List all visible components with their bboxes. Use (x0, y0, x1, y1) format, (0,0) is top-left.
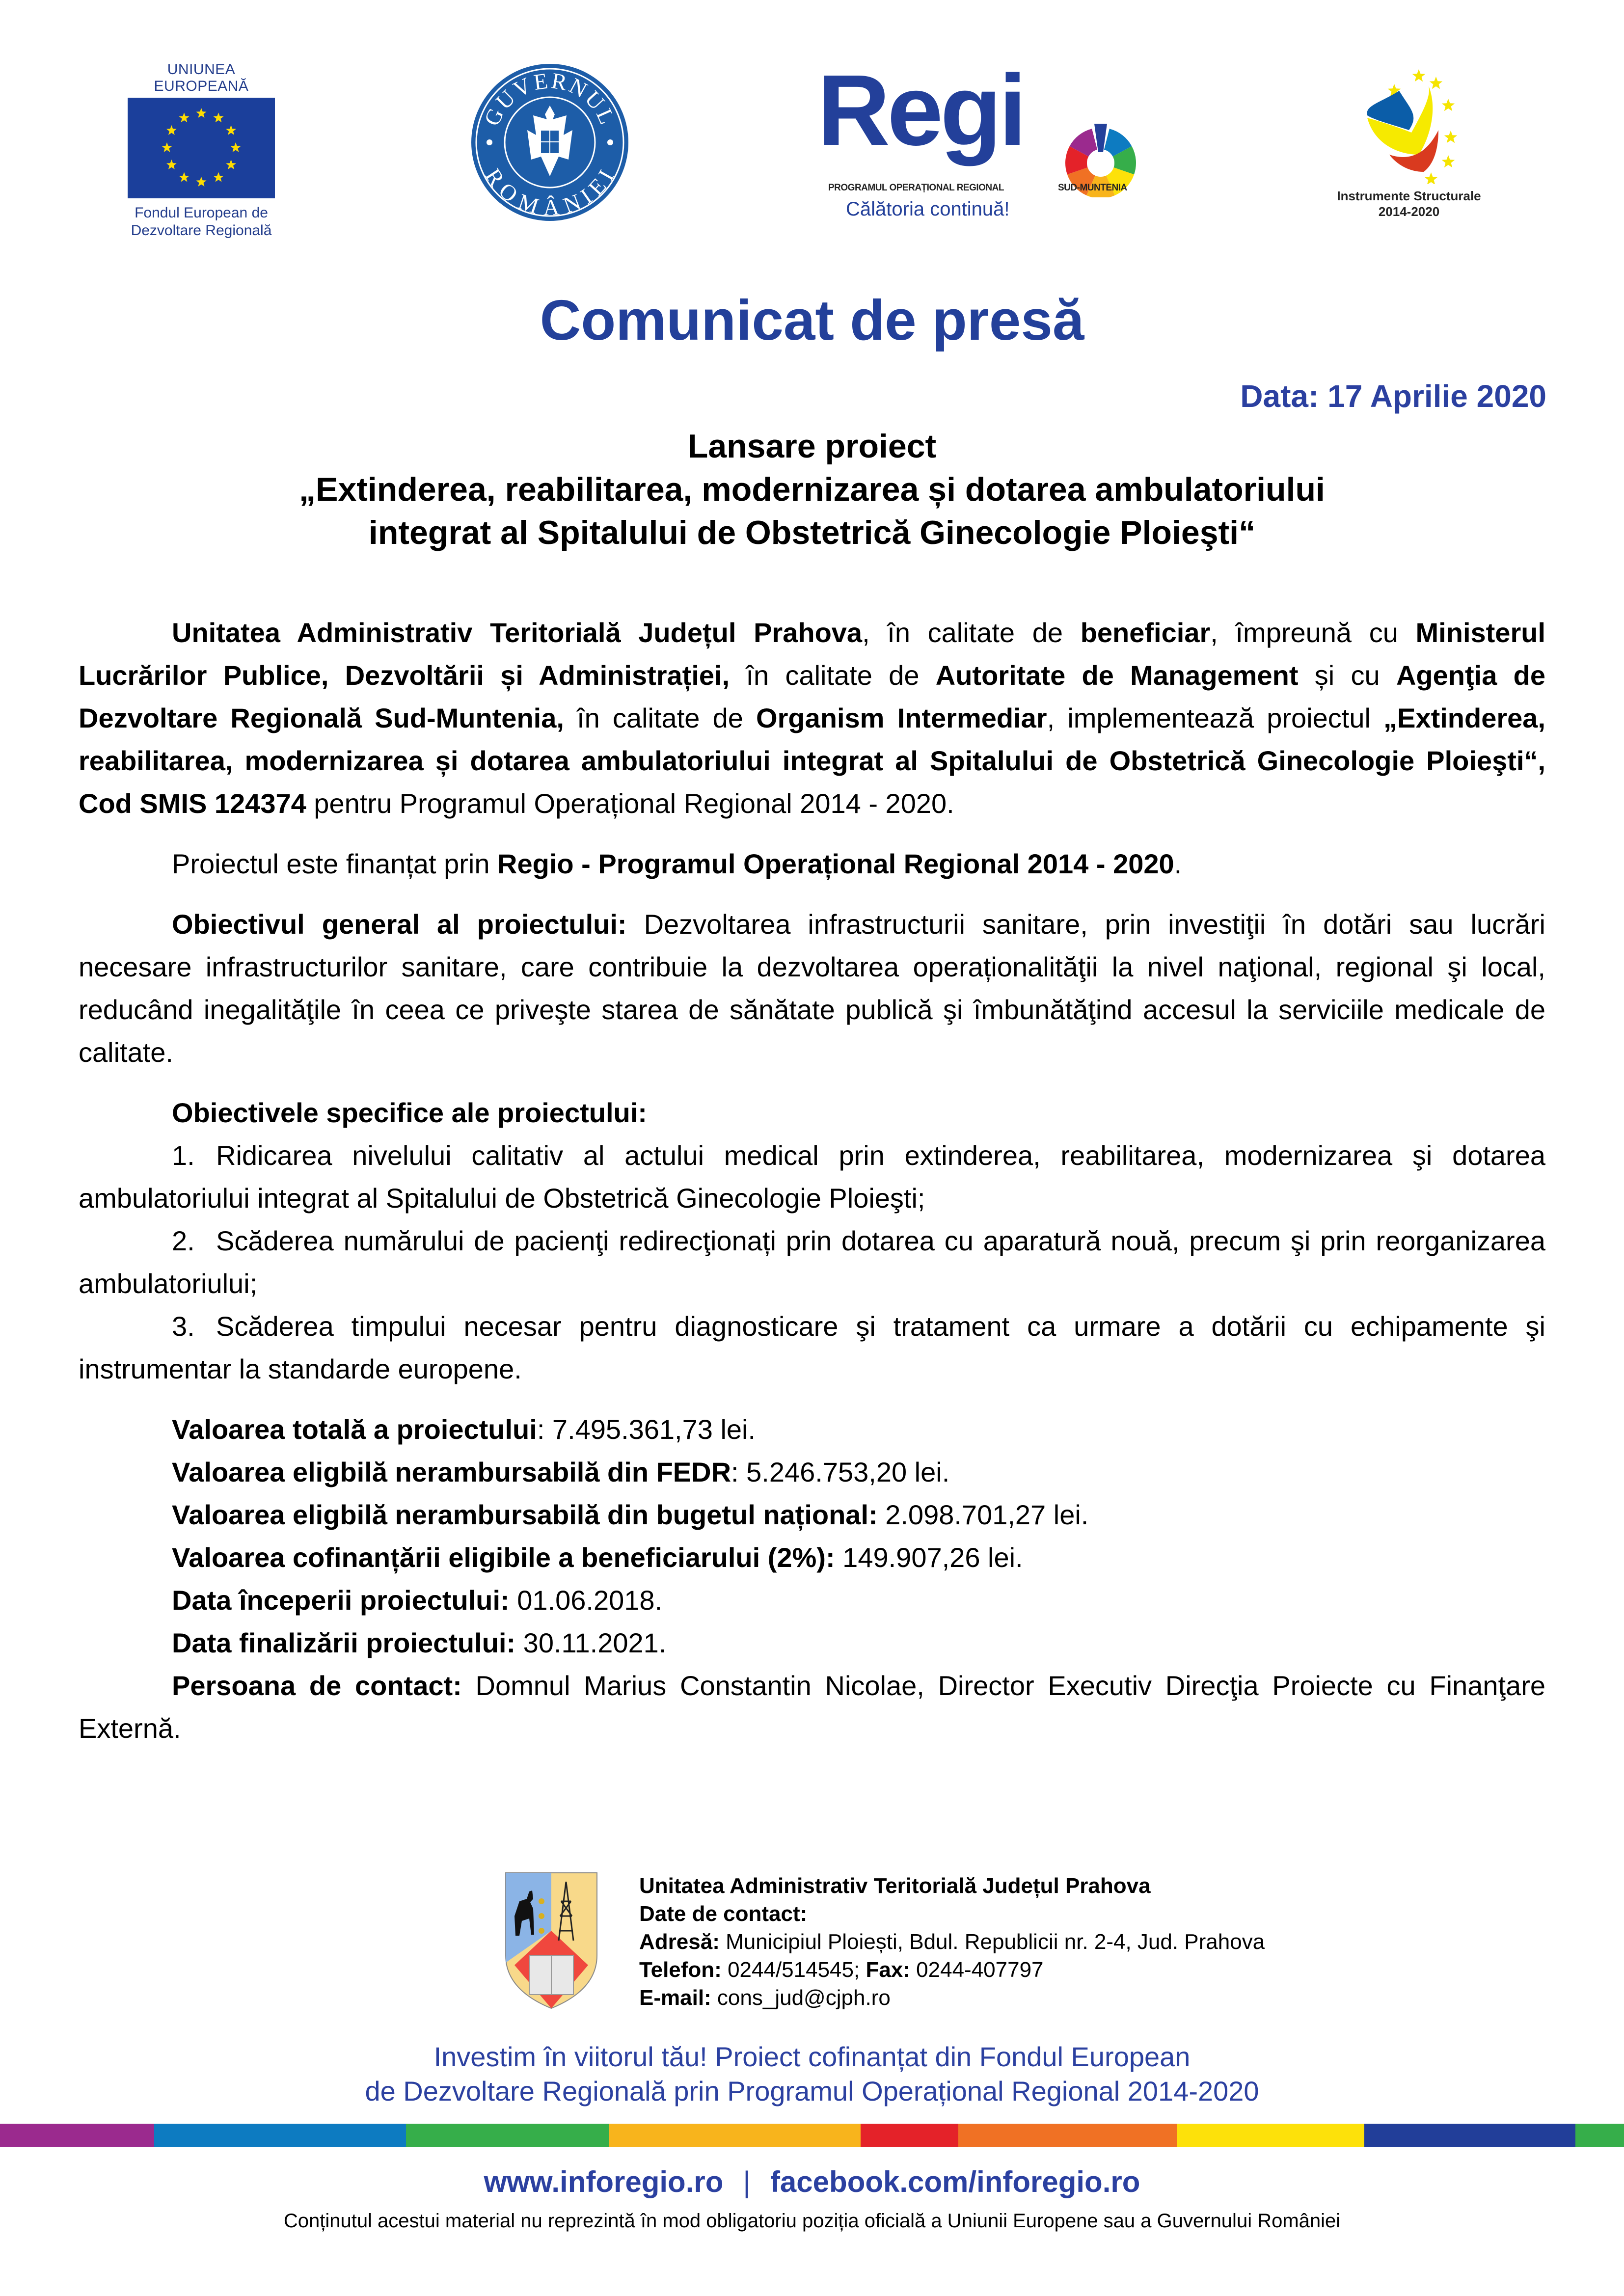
stripe-segment (958, 2124, 1178, 2147)
eu-star-icon (196, 108, 207, 118)
eu-subtitle-line1: Fondul European de (135, 205, 268, 221)
structural-instruments-emblem-icon (1326, 56, 1492, 184)
fact-label: Valoarea totală a proiectului (172, 1414, 537, 1445)
financing-text: Proiectul este finanțat prin (172, 848, 498, 879)
is-star-icon (1412, 69, 1426, 81)
color-stripe (0, 2124, 1624, 2147)
email-value[interactable]: cons_jud@cjph.ro (711, 1986, 891, 2010)
project-subtitle (0, 425, 1624, 554)
instrumente-structurale-text (1326, 188, 1492, 219)
stripe-segment (406, 2124, 609, 2147)
fact-value: : 7.495.361,73 lei. (537, 1414, 756, 1445)
press-release-body (79, 611, 1545, 1750)
intro-bold: Organism Intermediar (756, 702, 1047, 733)
gov-top-text: GUVERNUL (479, 68, 621, 130)
eu-star-icon (166, 125, 177, 135)
eu-logo-subtitle (120, 204, 282, 240)
stripe-segment (154, 2124, 406, 2147)
objective-item (79, 1134, 1545, 1219)
fact-value: 2.098.701,27 lei. (877, 1499, 1089, 1530)
contact-email (639, 1984, 1265, 2012)
slogan-line1: Investim în viitorul tău! Proiect cofinanțat din Fondul European (433, 2041, 1191, 2072)
ministry-name: Ministerul Lucrărilor Publice, Dezvoltării și Administrației, (79, 617, 1545, 691)
general-objective-paragraph (79, 903, 1545, 1074)
is-line2: 2014-2020 (1378, 204, 1440, 219)
subtitle-line3: integrat al Spitalului de Obstetrică Ginecologie Ploieşti“ (368, 514, 1256, 551)
eu-star-icon (226, 125, 236, 135)
regio-region-text: SUD-MUNTENIA (1058, 183, 1127, 193)
fact-fedr-value (79, 1451, 1545, 1493)
intro-bold: Autoritate de Management (935, 660, 1299, 691)
subtitle-line1: Lansare proiect (687, 428, 937, 465)
contact-address (639, 1928, 1265, 1956)
objective-number: 3. (172, 1311, 195, 1342)
objective-number: 1. (172, 1140, 195, 1171)
agency-name: Agenţia de Dezvoltare Regională Sud-Muntenia, (79, 660, 1545, 733)
objective-text: Ridicarea nivelului calitativ al actului medical prin extinderea, reabilitarea, modernizarea şi dotarea ambulatoriului integrat al Spitalului de Obstetrică Ginecologie Ploieşti; (79, 1140, 1545, 1214)
stripe-segment (1177, 2124, 1364, 2147)
eu-logo-title: UNIUNEA EUROPEANĂ (154, 61, 249, 94)
general-objective-label: Obiectivul general al proiectului: (172, 909, 627, 940)
slogan-line2: de Dezvoltare Regională prin Programul Operațional Regional 2014-2020 (365, 2076, 1259, 2107)
stripe-segment (861, 2124, 958, 2147)
intro-text: și cu (1298, 660, 1396, 691)
address-label: Adresă: (639, 1930, 720, 1954)
is-star-icon (1444, 131, 1458, 143)
eu-flag-icon (128, 98, 275, 198)
regio-program-text: PROGRAMUL OPERAȚIONAL REGIONAL (828, 183, 1004, 193)
disclaimer: Conținutul acestui material nu reprezintă în mod obligatoriu poziția oficială a Uniunii Europene sau a Guvernului României (283, 2210, 1341, 2232)
is-line1: Instrumente Structurale (1337, 189, 1481, 203)
objective-item (79, 1305, 1545, 1390)
financing-paragraph (79, 842, 1545, 885)
prahova-coat-of-arms-icon (505, 1872, 598, 2009)
address-value: Municipiul Ploiești, Bdul. Republicii nr. 2-4, Jud. Prahova (719, 1930, 1265, 1954)
eu-star-icon (231, 142, 241, 152)
fact-label: Valoarea eligbilă nerambursabilă din bugetul național: (172, 1499, 878, 1530)
fact-national-budget-value (79, 1493, 1545, 1536)
eu-star-icon (162, 142, 172, 152)
eu-star-icon (179, 172, 189, 182)
contact-phone (639, 1956, 1265, 1984)
intro-text: în calitate de (730, 660, 936, 691)
regio-tagline: Călătoria continuă! (846, 198, 1010, 220)
eu-star-icon (166, 160, 177, 169)
general-objective-text: Dezvoltarea infrastructurii sanitare, prin investiţii în dotări sau lucrări necesare infrastructurilor sanitare, care contribuie la dezvoltarea operaționalităţii la nivel naţional, regional şi local, reducând inegalităţile în ceea ce priveşte starea de sănătate publică şi îmbunătăţind accesul la serviciile medicale de calitate. (79, 909, 1545, 1068)
page-title: Comunicat de presă (540, 288, 1084, 352)
eu-subtitle-line2: Dezvoltare Regională (131, 222, 272, 239)
fact-cofinancing-value (79, 1536, 1545, 1579)
website-link[interactable]: www.inforegio.ro (484, 2165, 724, 2198)
subtitle-line2: „Extinderea, reabilitarea, modernizarea și dotarea ambulatoriului (299, 471, 1325, 508)
specific-objectives-heading: Obiectivele specifice ale proiectului: (172, 1097, 647, 1128)
objective-text: Scăderea timpului necesar pentru diagnosticare şi tratament ca urmare a dotării cu echipamente şi instrumentar la standarde europene. (79, 1311, 1545, 1384)
is-star-icon (1442, 99, 1455, 111)
eu-star-icon (179, 112, 189, 122)
fax-label: Fax: (866, 1958, 910, 1982)
fact-total-value (79, 1408, 1545, 1451)
objective-text: Scăderea numărului de pacienţi redirecţionați prin dotarea cu aparatură nouă, precum şi prin reorganizarea ambulatoriului; (79, 1225, 1545, 1299)
contact-block (639, 1872, 1265, 2012)
phone-value: 0244/514545; (721, 1958, 866, 1982)
intro-text: , implementează proiectul (1047, 702, 1384, 733)
government-seal-icon (469, 61, 631, 223)
intro-paragraph (79, 611, 1545, 825)
facebook-link[interactable]: facebook.com/inforegio.ro (770, 2165, 1140, 2198)
fact-end-date (79, 1621, 1545, 1664)
stripe-segment (1575, 2124, 1624, 2147)
stripe-segment (0, 2124, 154, 2147)
contact-heading: Date de contact: (639, 1902, 808, 1926)
fact-value: 149.907,26 lei. (835, 1542, 1023, 1573)
intro-text: , împreună cu (1210, 617, 1416, 648)
is-star-icon (1425, 172, 1438, 184)
intro-text: , în calitate de (862, 617, 1081, 648)
romanian-government-logo (469, 61, 631, 223)
regio-wordmark: Regi (817, 54, 1024, 166)
eu-star-icon (226, 160, 236, 169)
stripe-segment (1364, 2124, 1575, 2147)
is-star-icon (1442, 155, 1455, 167)
eu-logo (120, 61, 282, 240)
project-name: „Extinderea, reabilitarea, modernizarea și dotarea ambulatoriului integrat al Spitalului de Obstetrică Ginecologie Ploieşti“, Cod SMIS 124374 (79, 702, 1545, 819)
phone-label: Telefon: (639, 1958, 722, 1982)
contact-person-value: Domnul Marius Constantin Nicolae, Director Executiv Direcţia Proiecte cu Finanţare Externă. (79, 1670, 1545, 1744)
is-star-icon (1430, 77, 1443, 89)
fact-value: 30.11.2021. (515, 1627, 667, 1658)
objective-item (79, 1219, 1545, 1305)
instrumente-structurale-logo (1326, 56, 1492, 223)
objective-number: 2. (172, 1225, 195, 1256)
press-release-date: Data: 17 Aprilie 2020 (1240, 378, 1546, 414)
gov-bottom-text: ROMÂNIEI (480, 164, 620, 220)
footer-slogan (0, 2040, 1624, 2108)
fact-label: Valoarea eligbilă nerambursabilă din FEDR (172, 1457, 731, 1487)
intro-text: în calitate de (564, 702, 757, 733)
eu-star-icon (196, 177, 207, 187)
eu-star-icon (214, 172, 224, 182)
eu-star-icon (214, 112, 224, 122)
specific-objectives-label (79, 1091, 1545, 1134)
beneficiary-name: Unitatea Administrativ Teritorială Județul Prahova (172, 617, 863, 648)
fact-label: Valoarea cofinanțării eligibile a beneficiarului (2%): (172, 1542, 835, 1573)
footer-links (0, 2165, 1624, 2199)
fact-start-date (79, 1579, 1545, 1621)
fact-value: : 5.246.753,20 lei. (731, 1457, 950, 1487)
intro-text: pentru Programul Operațional Regional 2014 - 2020. (306, 788, 954, 819)
intro-bold: beneficiar (1080, 617, 1211, 648)
financing-end: . (1174, 848, 1182, 879)
fact-label: Data finalizării proiectului: (172, 1627, 516, 1658)
contact-organization: Unitatea Administrativ Teritorială Județul Prahova (639, 1874, 1151, 1898)
stripe-segment (609, 2124, 861, 2147)
contact-person (79, 1664, 1545, 1750)
financing-program: Regio - Programul Operațional Regional 2014 - 2020 (497, 848, 1174, 879)
fax-value: 0244-407797 (910, 1958, 1044, 1982)
link-separator: | (743, 2165, 751, 2198)
fact-value: 01.06.2018. (509, 1585, 663, 1616)
email-label: E-mail: (639, 1986, 711, 2010)
fact-label: Data începerii proiectului: (172, 1585, 510, 1616)
contact-person-label: Persoana de contact: (172, 1670, 462, 1701)
eu-stars-icon (128, 98, 275, 198)
regio-logo (817, 54, 1171, 220)
